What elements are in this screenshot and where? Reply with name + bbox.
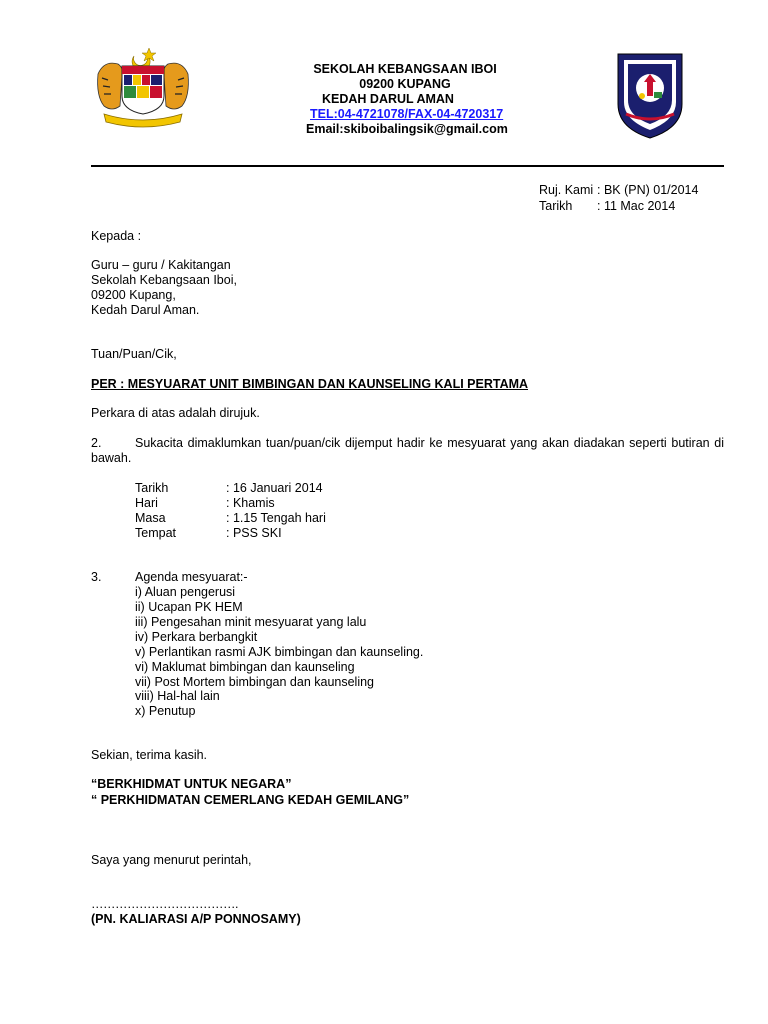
header-divider	[91, 165, 724, 167]
agenda-number: 3.	[91, 570, 102, 584]
detail-label: Tempat	[135, 526, 176, 540]
school-email: Email:skiboibalingsik@gmail.com	[306, 122, 508, 136]
agenda-item: iv) Perkara berbangkit	[135, 630, 258, 644]
detail-value: : Khamis	[226, 496, 275, 510]
closing-line: Sekian, terima kasih.	[91, 748, 208, 762]
agenda-item: vi) Maklumat bimbingan dan kaunseling	[135, 660, 355, 674]
signatory-name: (PN. KALIARASI A/P PONNOSAMY)	[91, 912, 301, 926]
motto-line-2: “ PERKHIDMATAN CEMERLANG KEDAH GEMILANG”	[91, 793, 410, 807]
phone-fax-link[interactable]	[310, 107, 503, 122]
reference-ruj-label: Ruj. Kami	[539, 183, 594, 197]
sign-off: Saya yang menurut perintah,	[91, 853, 252, 867]
detail-value: : 1.15 Tengah hari	[226, 511, 326, 525]
kepada-label: Kepada :	[91, 229, 142, 243]
agenda-item: x) Penutup	[135, 704, 196, 718]
school-badge-logo	[616, 52, 684, 140]
agenda-item: viii) Hal-hal lain	[135, 689, 220, 703]
motto-line-1: “BERKHIDMAT UNTUK NEGARA”	[91, 777, 292, 791]
detail-label: Masa	[135, 511, 166, 525]
recipient-line: Guru – guru / Kakitangan	[91, 258, 231, 272]
school-postcode-town: 09200 KUPANG	[359, 77, 451, 91]
subject-line: PER : MESYUARAT UNIT BIMBINGAN DAN KAUNSELING KALI PERTAMA	[91, 377, 529, 391]
agenda-item: vii) Post Mortem bimbingan dan kaunseling	[135, 675, 375, 689]
recipient-line: Kedah Darul Aman.	[91, 303, 200, 317]
agenda-item: ii) Ucapan PK HEM	[135, 600, 243, 614]
detail-label: Tarikh	[135, 481, 169, 495]
reference-date-value: : 11 Mac 2014	[597, 199, 676, 213]
signature-line: ……………………………….	[91, 897, 238, 911]
paragraph-2-text: Sukacita dimaklumkan tuan/puan/cik dijemput hadir ke mesyuarat yang akan diadakan seperti butiran di bawah.	[91, 436, 724, 465]
detail-value: : PSS SKI	[226, 526, 282, 540]
reference-ruj-value: : BK (PN) 01/2014	[597, 183, 699, 197]
agenda-item: iii) Pengesahan minit mesyuarat yang lalu	[135, 615, 367, 629]
paragraph-1: Perkara di atas adalah dirujuk.	[91, 406, 260, 420]
salutation: Tuan/Puan/Cik,	[91, 347, 177, 361]
agenda-title: Agenda mesyuarat:-	[135, 570, 248, 584]
agenda-item: v) Perlantikan rasmi AJK bimbingan dan kaunseling.	[135, 645, 424, 659]
recipient-line: Sekolah Kebangsaan Iboi,	[91, 273, 237, 287]
agenda-item: i) Aluan pengerusi	[135, 585, 236, 599]
school-state: KEDAH DARUL AMAN	[322, 92, 454, 106]
detail-label: Hari	[135, 496, 158, 510]
school-name: SEKOLAH KEBANGSAAN IBOI	[313, 62, 497, 76]
recipient-line: 09200 Kupang,	[91, 288, 176, 302]
detail-value: : 16 Januari 2014	[226, 481, 323, 495]
coat-of-arms-logo	[94, 44, 192, 130]
reference-date-label: Tarikh	[539, 199, 573, 213]
paragraph-2-number: 2.	[91, 436, 102, 450]
phone-fax-text[interactable]: TEL:04-4721078/FAX-04-4720317	[310, 107, 504, 121]
